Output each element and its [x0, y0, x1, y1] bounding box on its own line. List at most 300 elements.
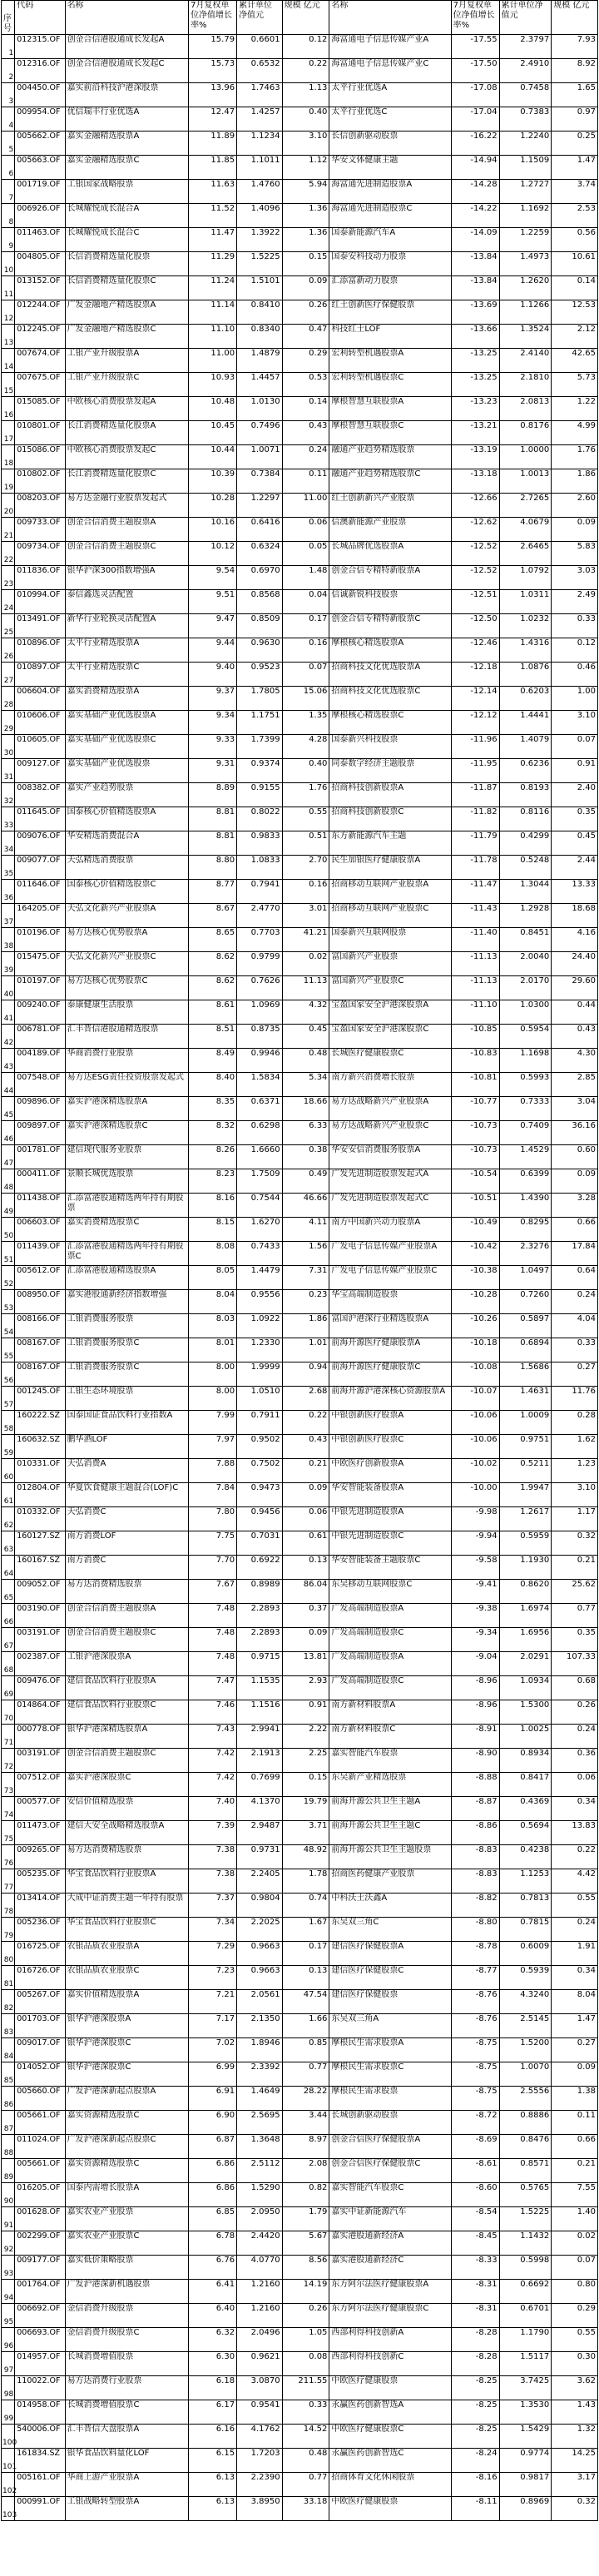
fund-name-2: 东方新能源汽车主题 — [329, 831, 451, 856]
fund-name-2: 广发高端制造股票A — [329, 1652, 451, 1676]
fund-size-2: 3.74 — [552, 180, 598, 204]
fund-size-2: 2.53 — [552, 204, 598, 228]
fund-size-2: 0.24 — [552, 1290, 598, 1314]
fund-size-2: 0.24 — [552, 1725, 598, 1749]
return-pct: 8.03 — [189, 1314, 237, 1338]
fund-code: 005662.OF — [15, 132, 65, 156]
fund-name-2: 信诚新锐科技股票 — [329, 590, 451, 614]
fund-size: 0.09 — [282, 1628, 329, 1652]
return-pct-2: -9.04 — [451, 1652, 499, 1676]
fund-name: 创金合信消费主题股票C — [65, 542, 189, 566]
fund-size-2: 24.40 — [552, 952, 598, 976]
cumulative-nav-2: 0.8476 — [499, 2135, 552, 2159]
fund-size: 0.26 — [282, 300, 329, 325]
cumulative-nav: 0.9731 — [237, 1845, 283, 1869]
fund-code: 001703.OF — [15, 2014, 65, 2038]
table-row — [2, 904, 598, 928]
return-pct: 11.14 — [189, 300, 237, 325]
return-pct: 7.75 — [189, 1531, 237, 1556]
fund-size-2: 0.80 — [552, 2280, 598, 2304]
table-row — [2, 1097, 598, 1121]
table-row — [2, 735, 598, 759]
fund-size: 0.94 — [282, 1362, 329, 1387]
fund-name-2: 中银先进制造股票A — [329, 1507, 451, 1531]
row-index: 37 — [2, 904, 15, 928]
fund-name: 易方达核心优势股票A — [65, 928, 189, 952]
table-row — [2, 2352, 598, 2376]
row-index: 32 — [2, 783, 15, 807]
cumulative-nav: 1.4879 — [237, 349, 283, 373]
table-row — [2, 373, 598, 397]
fund-name: 创金合信消费主题股票C — [65, 1749, 189, 1773]
return-pct-2: -11.87 — [451, 783, 499, 807]
cumulative-nav-2: 1.1432 — [499, 2231, 552, 2256]
row-index: 38 — [2, 928, 15, 952]
fund-code: 009127.OF — [15, 759, 65, 783]
cumulative-nav-2: 0.7409 — [499, 1121, 552, 1145]
row-index: 16 — [2, 397, 15, 421]
fund-name-2: 摩根民生需求股票C — [329, 2062, 451, 2087]
cumulative-nav: 0.7544 — [237, 1194, 283, 1218]
fund-code: 006781.OF — [15, 1025, 65, 1049]
row-index: 39 — [2, 952, 15, 976]
return-pct: 7.29 — [189, 1942, 237, 1966]
fund-size: 8.97 — [282, 2135, 329, 2159]
header-return-2: 7月复权单位净值增长率% — [451, 1, 499, 35]
table-row — [2, 1676, 598, 1700]
return-pct: 6.17 — [189, 2400, 237, 2425]
return-pct: 6.85 — [189, 2207, 237, 2231]
fund-size: 1.66 — [282, 2014, 329, 2038]
cumulative-nav-2: 1.3530 — [499, 2400, 552, 2425]
cumulative-nav-2: 1.4631 — [499, 1387, 552, 1411]
cumulative-nav: 2.2405 — [237, 1869, 283, 1894]
fund-code: 014864.OF — [15, 1700, 65, 1725]
return-pct-2: -8.75 — [451, 2038, 499, 2062]
return-pct-2: -12.18 — [451, 663, 499, 687]
fund-name: 景顺长城优选股票 — [65, 1169, 189, 1194]
header-return: 7月复权单位净值增长率% — [189, 1, 237, 35]
return-pct: 7.42 — [189, 1773, 237, 1797]
fund-size: 0.06 — [282, 518, 329, 542]
fund-size-2: 3.04 — [552, 1097, 598, 1121]
fund-size-2: 42.65 — [552, 349, 598, 373]
fund-code: 003191.OF — [15, 1749, 65, 1773]
table-row — [2, 2425, 598, 2449]
cumulative-nav: 2.2390 — [237, 2473, 283, 2497]
fund-name: 长城消费增值股票 — [65, 2352, 189, 2376]
fund-size: 0.85 — [282, 2038, 329, 2062]
fund-name-2: 融通产业趋势精选股票 — [329, 445, 451, 469]
return-pct: 6.41 — [189, 2280, 237, 2304]
fund-size-2: 2.60 — [552, 494, 598, 518]
return-pct-2: -10.77 — [451, 1097, 499, 1121]
fund-name: 华安精选消费混合A — [65, 831, 189, 856]
fund-name: 嘉实农业产业股票 — [65, 2207, 189, 2231]
fund-name-2: 国泰新能源汽车A — [329, 228, 451, 252]
row-index: 44 — [2, 1073, 15, 1097]
fund-code: 110022.OF — [15, 2376, 65, 2400]
fund-size-2: 8.04 — [552, 1990, 598, 2014]
fund-name: 国泰内需增长股票A — [65, 2183, 189, 2207]
return-pct: 10.45 — [189, 421, 237, 445]
fund-name-2: 中欧医疗健康股票 — [329, 2497, 451, 2521]
cumulative-nav: 0.9473 — [237, 1483, 283, 1507]
table-row — [2, 976, 598, 1000]
return-pct: 7.34 — [189, 1918, 237, 1942]
fund-size: 2.70 — [282, 856, 329, 880]
fund-size: 0.29 — [282, 349, 329, 373]
fund-size-2: 2.40 — [552, 783, 598, 807]
return-pct-2: -12.66 — [451, 494, 499, 518]
fund-code: 011836.OF — [15, 566, 65, 590]
row-index: 4 — [2, 107, 15, 132]
fund-name: 天弘文化新兴产业股票C — [65, 952, 189, 976]
row-index: 31 — [2, 759, 15, 783]
cumulative-nav-2: 4.3240 — [499, 1990, 552, 2014]
cumulative-nav: 1.1516 — [237, 1700, 283, 1725]
table-row — [2, 1242, 598, 1266]
return-pct-2: -10.07 — [451, 1387, 499, 1411]
fund-name-2: 东吴双三角A — [329, 2014, 451, 2038]
row-index: 94 — [2, 2280, 15, 2304]
fund-name-2: 广发先进制造股票发起式C — [329, 1194, 451, 1218]
return-pct-2: -10.26 — [451, 1314, 499, 1338]
fund-size: 28.22 — [282, 2087, 329, 2111]
fund-code: 015086.OF — [15, 445, 65, 469]
fund-code: 005161.OF — [15, 2473, 65, 2497]
return-pct: 7.48 — [189, 1604, 237, 1628]
cumulative-nav: 1.4479 — [237, 1266, 283, 1290]
fund-name: 工银生态环境股票 — [65, 1387, 189, 1411]
row-index: 1 — [2, 35, 15, 59]
return-pct-2: -8.83 — [451, 1845, 499, 1869]
fund-size: 4.28 — [282, 735, 329, 759]
fund-size: 8.56 — [282, 2256, 329, 2280]
return-pct: 9.37 — [189, 687, 237, 711]
cumulative-nav: 1.7399 — [237, 735, 283, 759]
cumulative-nav: 0.9663 — [237, 1966, 283, 1990]
fund-name-2: 广发电子信息传媒产业股票A — [329, 1242, 451, 1266]
table-row — [2, 2473, 598, 2497]
fund-name: 易方达消费精选股票 — [65, 1580, 189, 1604]
fund-name-2: 红土创新医疗保健股票 — [329, 300, 451, 325]
cumulative-nav-2: 1.0009 — [499, 1411, 552, 1435]
fund-name-2: 华安智能装备股票A — [329, 1483, 451, 1507]
fund-code: 009177.OF — [15, 2256, 65, 2280]
fund-size-2: 0.97 — [552, 107, 598, 132]
return-pct: 10.16 — [189, 518, 237, 542]
fund-size-2: 36.16 — [552, 1121, 598, 1145]
fund-name-2: 前海开源医疗健康股票A — [329, 1338, 451, 1362]
return-pct: 8.40 — [189, 1073, 237, 1097]
return-pct: 8.26 — [189, 1145, 237, 1169]
table-row — [2, 711, 598, 735]
table-row — [2, 1145, 598, 1169]
fund-name-2: 招商科技文化优选股票C — [329, 687, 451, 711]
row-index: 92 — [2, 2231, 15, 2256]
fund-size-2: 1.62 — [552, 1435, 598, 1459]
table-row — [2, 1942, 598, 1966]
return-pct: 7.42 — [189, 1749, 237, 1773]
fund-code: 010331.OF — [15, 1459, 65, 1483]
cumulative-nav: 0.8410 — [237, 300, 283, 325]
fund-size-2: 1.40 — [552, 2207, 598, 2231]
fund-code: 006603.OF — [15, 1218, 65, 1242]
fund-size: 3.01 — [282, 904, 329, 928]
table-row — [2, 1169, 598, 1194]
fund-size-2: 0.09 — [552, 1169, 598, 1194]
return-pct-2: -13.25 — [451, 373, 499, 397]
cumulative-nav-2: 1.0311 — [499, 590, 552, 614]
fund-size-2: 1.17 — [552, 1507, 598, 1531]
fund-size-2: 0.28 — [552, 1411, 598, 1435]
return-pct-2: -17.55 — [451, 35, 499, 59]
cumulative-nav-2: 1.0000 — [499, 445, 552, 469]
fund-name-2: 南方新兴消费增长股票 — [329, 1073, 451, 1097]
fund-size: 1.78 — [282, 1869, 329, 1894]
fund-name: 嘉实资源精选股票C — [65, 2159, 189, 2183]
cumulative-nav-2: 1.5117 — [499, 2352, 552, 2376]
fund-size: 1.56 — [282, 1242, 329, 1266]
fund-size-2: 0.09 — [552, 518, 598, 542]
fund-size: 0.55 — [282, 807, 329, 831]
fund-name-2: 海富通电子信息传媒产业A — [329, 35, 451, 59]
return-pct: 8.80 — [189, 856, 237, 880]
row-index: 21 — [2, 518, 15, 542]
table-row — [2, 469, 598, 494]
return-pct: 7.48 — [189, 1628, 237, 1652]
fund-name: 天弘精选消费股票 — [65, 856, 189, 880]
fund-size-2: 0.68 — [552, 1676, 598, 1700]
return-pct-2: -8.96 — [451, 1700, 499, 1725]
fund-size-2: 0.55 — [552, 1894, 598, 1918]
fund-name: 嘉实港股通新经济指数增强 — [65, 1290, 189, 1314]
cumulative-nav: 1.1751 — [237, 711, 283, 735]
cumulative-nav-2: 0.4369 — [499, 1797, 552, 1821]
return-pct-2: -10.38 — [451, 1266, 499, 1290]
return-pct-2: -8.86 — [451, 1821, 499, 1845]
cumulative-nav-2: 4.0679 — [499, 518, 552, 542]
return-pct-2: -10.81 — [451, 1073, 499, 1097]
fund-size: 3.44 — [282, 2111, 329, 2135]
cumulative-nav: 0.9621 — [237, 2352, 283, 2376]
return-pct: 10.28 — [189, 494, 237, 518]
fund-size: 1.67 — [282, 1918, 329, 1942]
fund-code: 006692.OF — [15, 2304, 65, 2328]
cumulative-nav-2: 0.9751 — [499, 1435, 552, 1459]
fund-size-2: 0.25 — [552, 132, 598, 156]
cumulative-nav: 2.9941 — [237, 1725, 283, 1749]
row-index: 22 — [2, 542, 15, 566]
row-index: 45 — [2, 1097, 15, 1121]
fund-size-2: 0.21 — [552, 2159, 598, 2183]
return-pct-2: -11.96 — [451, 735, 499, 759]
table-row — [2, 663, 598, 687]
fund-size-2: 25.62 — [552, 1580, 598, 1604]
table-row — [2, 518, 598, 542]
fund-code: 005236.OF — [15, 1918, 65, 1942]
fund-size: 1.01 — [282, 1338, 329, 1362]
fund-name-2: 南方中国新兴动力股票A — [329, 1218, 451, 1242]
cumulative-nav: 0.9541 — [237, 2400, 283, 2425]
row-index: 30 — [2, 735, 15, 759]
table-row — [2, 156, 598, 180]
return-pct: 8.00 — [189, 1362, 237, 1387]
return-pct: 8.08 — [189, 1242, 237, 1266]
return-pct: 7.38 — [189, 1845, 237, 1869]
return-pct-2: -10.51 — [451, 1194, 499, 1218]
fund-name: 易方达消费行业股票 — [65, 2376, 189, 2400]
fund-code: 009240.OF — [15, 1000, 65, 1025]
cumulative-nav-2: 1.5429 — [499, 2425, 552, 2449]
cumulative-nav: 0.9155 — [237, 783, 283, 807]
fund-name: 嘉实沪港深精选股票A — [65, 1097, 189, 1121]
return-pct: 6.90 — [189, 2111, 237, 2135]
return-pct-2: -12.52 — [451, 566, 499, 590]
fund-name-2: 中欧医疗健康股票C — [329, 2425, 451, 2449]
fund-size-2: 0.43 — [552, 1025, 598, 1049]
cumulative-nav: 0.9456 — [237, 1507, 283, 1531]
fund-code: 006604.OF — [15, 687, 65, 711]
fund-code: 008203.OF — [15, 494, 65, 518]
fund-name: 广发金融地产精选股票C — [65, 325, 189, 349]
fund-size: 211.55 — [282, 2376, 329, 2400]
fund-size: 0.45 — [282, 1025, 329, 1049]
return-pct-2: -10.18 — [451, 1338, 499, 1362]
fund-size: 2.25 — [282, 1749, 329, 1773]
fund-size-2: 2.85 — [552, 1073, 598, 1097]
cumulative-nav-2: 2.3797 — [499, 35, 552, 59]
return-pct: 7.67 — [189, 1580, 237, 1604]
fund-size-2: 3.10 — [552, 1483, 598, 1507]
fund-name-2: 广发先进制造股票发起式A — [329, 1169, 451, 1194]
return-pct-2: -8.96 — [451, 1676, 499, 1700]
fund-size: 19.79 — [282, 1797, 329, 1821]
fund-code: 010196.OF — [15, 928, 65, 952]
return-pct: 8.16 — [189, 1194, 237, 1218]
cumulative-nav-2: 0.8934 — [499, 1749, 552, 1773]
fund-code: 016205.OF — [15, 2183, 65, 2207]
fund-size-2: 0.56 — [552, 228, 598, 252]
row-index: 48 — [2, 1169, 15, 1194]
fund-size-2: 18.68 — [552, 904, 598, 928]
table-row — [2, 2087, 598, 2111]
fund-size: 0.49 — [282, 1169, 329, 1194]
fund-size-2: 0.35 — [552, 1628, 598, 1652]
cumulative-nav: 0.7699 — [237, 1773, 283, 1797]
fund-size-2: 0.24 — [552, 1918, 598, 1942]
fund-size: 0.23 — [282, 1290, 329, 1314]
return-pct: 6.91 — [189, 2087, 237, 2111]
return-pct: 6.18 — [189, 2376, 237, 2400]
fund-name-2: 创金合信医疗保健股票C — [329, 2159, 451, 2183]
fund-code: 160222.SZ — [15, 1411, 65, 1435]
fund-name: 嘉实低价策略股票 — [65, 2256, 189, 2280]
fund-name-2: 长城医疗健康股票C — [329, 1049, 451, 1073]
fund-name: 长信消费精选量化股票 — [65, 252, 189, 276]
return-pct-2: -8.76 — [451, 2014, 499, 2038]
return-pct-2: -10.42 — [451, 1242, 499, 1266]
return-pct: 9.54 — [189, 566, 237, 590]
return-pct: 8.05 — [189, 1266, 237, 1290]
return-pct: 10.93 — [189, 373, 237, 397]
fund-size: 0.05 — [282, 542, 329, 566]
fund-name-2: 建信医疗保健股票A — [329, 1942, 451, 1966]
fund-name: 长江消费精选量化股票C — [65, 469, 189, 494]
row-index: 5 — [2, 132, 15, 156]
table-row — [2, 1290, 598, 1314]
row-index: 12 — [2, 300, 15, 325]
fund-name: 泰康健康生活股票 — [65, 1000, 189, 1025]
fund-code: 010801.OF — [15, 421, 65, 445]
fund-size-2: 4.30 — [552, 1049, 598, 1073]
header-code: 代码 — [15, 1, 65, 35]
fund-name: 华商上游产业股票A — [65, 2473, 189, 2497]
return-pct-2: -8.61 — [451, 2159, 499, 2183]
fund-code: 009897.OF — [15, 1121, 65, 1145]
cumulative-nav-2: 0.5993 — [499, 1073, 552, 1097]
return-pct: 8.81 — [189, 831, 237, 856]
fund-code: 010994.OF — [15, 590, 65, 614]
fund-size: 11.13 — [282, 976, 329, 1000]
fund-performance-table — [1, 0, 598, 2521]
fund-code: 004189.OF — [15, 1049, 65, 1073]
return-pct-2: -8.25 — [451, 2425, 499, 2449]
return-pct: 6.15 — [189, 2449, 237, 2473]
cumulative-nav: 1.3648 — [237, 2135, 283, 2159]
cumulative-nav: 1.4457 — [237, 373, 283, 397]
row-index: 7 — [2, 180, 15, 204]
return-pct: 6.99 — [189, 2062, 237, 2087]
fund-name: 长信消费精选量化股票C — [65, 276, 189, 300]
cumulative-nav: 2.4770 — [237, 904, 283, 928]
fund-size-2: 3.17 — [552, 2473, 598, 2497]
table-row — [2, 1483, 598, 1507]
fund-name: 华商消费行业股票 — [65, 1049, 189, 1073]
return-pct-2: -10.08 — [451, 1362, 499, 1387]
fund-name-2: 华安文体健康主题 — [329, 156, 451, 180]
fund-size: 1.12 — [282, 156, 329, 180]
fund-code: 005612.OF — [15, 1266, 65, 1290]
header-size-2: 规模 亿元 — [552, 1, 598, 35]
table-row — [2, 180, 598, 204]
fund-name-2: 招商移动互联网产业股票C — [329, 904, 451, 928]
row-index: 102 — [2, 2473, 15, 2497]
return-pct-2: -11.78 — [451, 856, 499, 880]
cumulative-nav: 1.5290 — [237, 2183, 283, 2207]
fund-size-2: 0.07 — [552, 735, 598, 759]
return-pct: 11.29 — [189, 252, 237, 276]
cumulative-nav: 0.9556 — [237, 1290, 283, 1314]
cumulative-nav: 3.8950 — [237, 2497, 283, 2521]
cumulative-nav: 1.0969 — [237, 1000, 283, 1025]
fund-code: 001628.OF — [15, 2207, 65, 2231]
fund-name-2: 前海开源沪港深核心资源股票A — [329, 1387, 451, 1411]
return-pct: 7.46 — [189, 1700, 237, 1725]
cumulative-nav-2: 2.4910 — [499, 59, 552, 83]
fund-name-2: 西部利得科技创新C — [329, 2352, 451, 2376]
fund-name-2: 前海开源医疗健康股票C — [329, 1362, 451, 1387]
fund-code: 000577.OF — [15, 1797, 65, 1821]
fund-size: 0.21 — [282, 1459, 329, 1483]
row-index: 101 — [2, 2449, 15, 2473]
fund-name: 银华沪港深股票C — [65, 2038, 189, 2062]
fund-size-2: 1.22 — [552, 397, 598, 421]
return-pct-2: -10.02 — [451, 1459, 499, 1483]
return-pct: 9.47 — [189, 614, 237, 638]
fund-name-2: 民生加银医疗健康股票A — [329, 856, 451, 880]
